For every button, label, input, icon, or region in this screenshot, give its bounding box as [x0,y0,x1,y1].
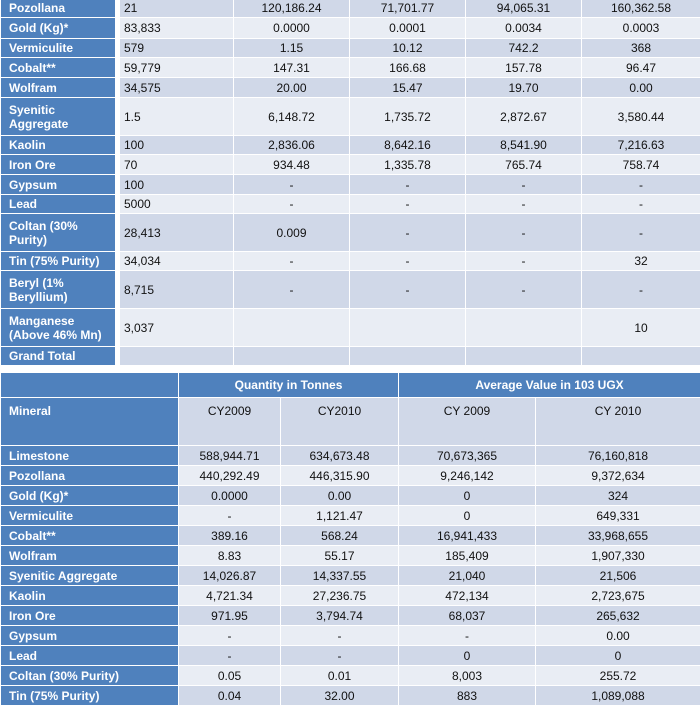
quantity-group-header: Quantity in Tonnes [179,373,399,398]
row-label: Syenitic Aggregate [1,566,179,586]
table-row [1,686,700,706]
table-cell: 368 [582,39,700,58]
table-cell: - [466,252,582,271]
row-label: Gold (Kg)* [1,18,116,39]
table-row [1,78,700,98]
row-label: Kaolin [1,586,179,606]
table-cell: 0.009 [234,214,350,252]
table-cell: 34,575 [120,78,234,98]
table-cell: 20.00 [234,78,350,98]
table-cell: - [399,626,536,646]
table-cell: 8,715 [120,271,234,309]
table-cell: 0.0034 [466,18,582,39]
table-cell: 15.47 [350,78,466,98]
table-cell [466,347,582,366]
table-cell: 0.00 [536,626,700,646]
table-cell: - [350,195,466,214]
row-label: Wolfram [1,78,116,98]
table-cell: 1,335.78 [350,155,466,175]
table-cell: 16,941,433 [399,526,536,546]
mineral-production-table [0,372,700,706]
table-cell [350,309,466,347]
table-cell: 34,034 [120,252,234,271]
table-row [1,546,700,566]
table-cell: 389.16 [179,526,281,546]
table-cell: 14,026.87 [179,566,281,586]
row-label: Pozollana [1,0,116,18]
table-cell: 765.74 [466,155,582,175]
table-cell: 3,037 [120,309,234,347]
row-label: Pozollana [1,466,179,486]
table-cell: - [234,175,350,195]
corner-cell [1,373,179,398]
table-cell: 166.68 [350,58,466,78]
table-cell: 7,216.63 [582,136,700,155]
table-cell: 8,642.16 [350,136,466,155]
row-label: Kaolin [1,136,116,155]
row-label: Iron Ore [1,155,116,175]
table-cell: 59,779 [120,58,234,78]
table-cell: 19.70 [466,78,582,98]
table-cell: 100 [120,175,234,195]
table-row [1,347,700,366]
table-cell: 255.72 [536,666,700,686]
table-cell: - [350,252,466,271]
table-cell: 70 [120,155,234,175]
row-label: Beryl (1% Beryllium) [1,271,116,309]
table-row [1,309,700,347]
table-cell: 6,148.72 [234,98,350,136]
table-cell: - [234,252,350,271]
table-cell: 55.17 [281,546,399,566]
row-label: Syenitic Aggregate [1,98,116,136]
table-cell: - [179,646,281,666]
table-cell [466,309,582,347]
table-cell: 1.5 [120,98,234,136]
table-row [1,98,700,136]
table-row [1,566,700,586]
table-cell: 33,968,655 [536,526,700,546]
table-cell: - [350,214,466,252]
table-cell: 28,413 [120,214,234,252]
table-cell: 2,723,675 [536,586,700,606]
table-cell: 0.00 [582,78,700,98]
table-cell: - [466,271,582,309]
table-cell: 0.0000 [179,486,281,506]
table-row [1,214,700,252]
table-cell: 14,337.55 [281,566,399,586]
table-cell: - [582,175,700,195]
table-row [1,175,700,195]
table-cell: 21,506 [536,566,700,586]
table-cell: - [281,646,399,666]
table-row [1,195,700,214]
table-cell: 634,673.48 [281,446,399,466]
table-cell: 0.0000 [234,18,350,39]
row-label: Tin (75% Purity) [1,252,116,271]
row-label: Coltan (30% Purity) [1,214,116,252]
table-cell: 185,409 [399,546,536,566]
table-row [1,446,700,466]
table-cell: 32 [582,252,700,271]
table-cell: 1,735.72 [350,98,466,136]
table-cell: 1.15 [234,39,350,58]
row-label: Gold (Kg)* [1,486,179,506]
table-row [1,0,700,18]
table-cell: 94,065.31 [466,0,582,18]
row-label: Tin (75% Purity) [1,686,179,706]
table-row [1,271,700,309]
table-cell: 0 [536,646,700,666]
table-cell: 76,160,818 [536,446,700,466]
year-header-val-2009: CY 2009 [399,398,536,446]
table-cell: 0.01 [281,666,399,686]
value-group-header: Average Value in 103 UGX [399,373,700,398]
table-cell: 3,794.74 [281,606,399,626]
table-row [1,136,700,155]
row-label: Limestone [1,446,179,466]
table-row [1,252,700,271]
table-cell: 83,833 [120,18,234,39]
table-cell: 0.05 [179,666,281,686]
row-label: Cobalt** [1,58,116,78]
table-cell: 472,134 [399,586,536,606]
table-row [1,626,700,646]
row-label: Gypsum [1,175,116,195]
table-cell: 0 [399,486,536,506]
table-cell: 0 [399,506,536,526]
row-label: Grand Total [1,347,116,366]
table-cell: 4,721.34 [179,586,281,606]
table-row [1,666,700,686]
table-cell: 8,541.90 [466,136,582,155]
mineral-header: Mineral [1,398,179,446]
table-cell: 120,186.24 [234,0,350,18]
table-cell [234,347,350,366]
row-label: Gypsum [1,626,179,646]
table-cell: 742.2 [466,39,582,58]
table-cell: 9,246,142 [399,466,536,486]
table-cell [120,347,234,366]
table-cell: - [582,214,700,252]
table-cell: - [582,271,700,309]
row-label: Coltan (30% Purity) [1,666,179,686]
table-cell: 971.95 [179,606,281,626]
table-row [1,646,700,666]
row-label: Lead [1,646,179,666]
table-row [1,606,700,626]
table-cell: - [179,626,281,646]
table-cell [350,347,466,366]
table-cell: - [350,175,466,195]
table-row [1,466,700,486]
table-cell: 588,944.71 [179,446,281,466]
table-cell: 758.74 [582,155,700,175]
table-row [1,18,700,39]
table-cell: 934.48 [234,155,350,175]
row-label: Cobalt** [1,526,179,546]
year-header-qty-2009: CY2009 [179,398,281,446]
table-cell: 96.47 [582,58,700,78]
row-label: Vermiculite [1,39,116,58]
table-cell: - [466,175,582,195]
table-cell: 1,089,088 [536,686,700,706]
table-cell: 1,121.47 [281,506,399,526]
table-cell [582,347,700,366]
year-header-qty-2010: CY2010 [281,398,399,446]
table-cell: 649,331 [536,506,700,526]
table-cell: - [281,626,399,646]
table-row [1,155,700,175]
table-cell [234,309,350,347]
table-cell: 265,632 [536,606,700,626]
table-cell: 3,580.44 [582,98,700,136]
table-cell: 32.00 [281,686,399,706]
table-row [1,58,700,78]
table-cell: 2,872.67 [466,98,582,136]
table-row [1,506,700,526]
table-cell: 10 [582,309,700,347]
table-cell: 100 [120,136,234,155]
table-row [1,586,700,606]
row-label: Wolfram [1,546,179,566]
table-cell: 1,907,330 [536,546,700,566]
table-cell: 27,236.75 [281,586,399,606]
table-cell: 0 [399,646,536,666]
table-cell: 21 [120,0,234,18]
table-cell: 8.83 [179,546,281,566]
table-cell: 157.78 [466,58,582,78]
row-label: Lead [1,195,116,214]
table-cell: 0.0003 [582,18,700,39]
table-cell: - [582,195,700,214]
table-cell: 2,836.06 [234,136,350,155]
row-label: Manganese (Above 46% Mn) [1,309,116,347]
table-cell: 0.00 [281,486,399,506]
table-cell: - [466,214,582,252]
table-cell: 21,040 [399,566,536,586]
table-cell: 70,673,365 [399,446,536,466]
table-row [1,526,700,546]
table-row [1,39,700,58]
table-cell: 8,003 [399,666,536,686]
table-cell: 9,372,634 [536,466,700,486]
year-header-val-2010: CY 2010 [536,398,700,446]
table-cell: 324 [536,486,700,506]
table-cell: 68,037 [399,606,536,626]
table-cell: 5000 [120,195,234,214]
table-cell: 568.24 [281,526,399,546]
table-cell: 579 [120,39,234,58]
table-cell: 440,292.49 [179,466,281,486]
table-cell: 446,315.90 [281,466,399,486]
table-cell: - [234,271,350,309]
table-cell: - [179,506,281,526]
row-label: Iron Ore [1,606,179,626]
table-cell: - [234,195,350,214]
table-cell: - [466,195,582,214]
table-cell: 883 [399,686,536,706]
table-cell: 160,362.58 [582,0,700,18]
table-cell: 0.04 [179,686,281,706]
table-cell: 10.12 [350,39,466,58]
table-cell: 71,701.77 [350,0,466,18]
table-cell: 147.31 [234,58,350,78]
table-row [1,486,700,506]
table-cell: - [350,271,466,309]
table-cell: 0.0001 [350,18,466,39]
row-label: Vermiculite [1,506,179,526]
